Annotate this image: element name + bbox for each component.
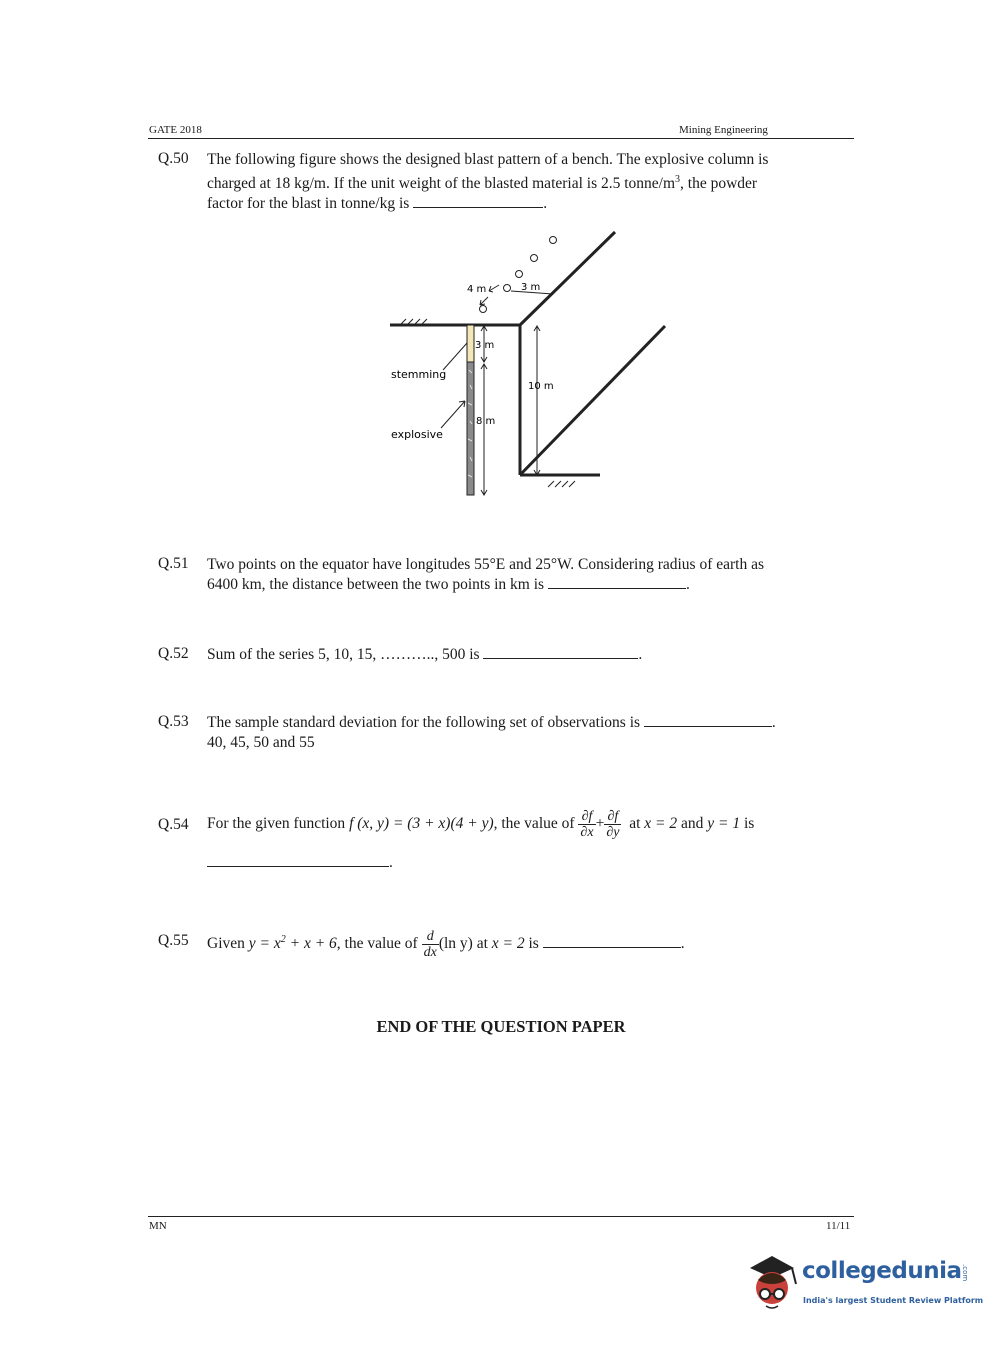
hole-marker <box>550 237 557 244</box>
q51-text: Two points on the equator have longitudes 55°E and 25°W. Considering radius of earth as 6400 km, the distance between the two points in km is . <box>207 556 765 593</box>
header-exam-title: GATE 2018 <box>149 124 202 136</box>
label-3m-stemming: 3 m <box>475 340 495 351</box>
logo-suffix: .com <box>961 1264 969 1282</box>
lower-slope-line <box>520 326 665 475</box>
footer-rule <box>148 1216 854 1217</box>
header-subject: Mining Engineering <box>679 124 768 136</box>
q53-number: Q.53 <box>158 713 189 730</box>
footer-page-number: 11/11 <box>826 1220 851 1232</box>
q50-number: Q.50 <box>158 150 189 167</box>
upper-slope-line <box>520 232 615 325</box>
q51-number: Q.51 <box>158 555 189 572</box>
label-3m-spacing: 3 m <box>521 282 541 293</box>
label-explosive: explosive <box>391 428 443 441</box>
q54-number: Q.54 <box>158 816 189 833</box>
label-8m: 8 m <box>476 416 496 427</box>
label-10m: 10 m <box>528 381 554 392</box>
footer-code: MN <box>149 1220 167 1232</box>
q55-number: Q.55 <box>158 932 189 949</box>
q54-text: For the given function f (x, y) = (3 + x)(4 + y), the value of $\frac{\partial f}{\partial x}$ + $\frac{\partial f}{\partial y}$ at x = 2 and y = 1 is <box>207 808 755 840</box>
q52-number: Q.52 <box>158 645 189 662</box>
q53-text: The sample standard deviation for the following set of observations is . 40, 45, 50 and 55 <box>207 714 776 751</box>
hole-marker <box>516 271 523 278</box>
logo-wordmark: collegedunia <box>802 1258 962 1284</box>
logo-tagline: India's largest Student Review Platform <box>803 1296 984 1305</box>
q50-text: The following figure shows the designed blast pattern of a bench. The explosive column is charged at 18 kg/m. If the unit weight of the blasted material is 2.5 tonne/$m^3$, the powder factor for the blast in tonne/kg is . <box>207 151 769 213</box>
hole-marker <box>504 285 511 292</box>
blast-pattern-figure <box>385 225 675 505</box>
label-stemming: stemming <box>391 368 447 381</box>
q55-text: Given $y = x^2 + x + 6$, the value of $\frac{d}{dx}$ (ln y) at x = 2 is . <box>207 929 685 961</box>
end-of-paper: END OF THE QUESTION PAPER <box>376 1017 626 1036</box>
header-rule <box>148 138 854 139</box>
collegedunia-logo <box>742 1250 984 1320</box>
stemming-column <box>467 325 474 362</box>
label-4m: 4 m <box>467 284 487 295</box>
q54-answer-blank: . <box>207 854 393 872</box>
q52-text: Sum of the series 5, 10, 15, ……….., 500 is . <box>207 646 643 663</box>
toe-hatch <box>548 481 575 487</box>
hole-marker <box>480 306 487 313</box>
hole-marker <box>531 255 538 262</box>
mascot-icon <box>742 1250 802 1320</box>
